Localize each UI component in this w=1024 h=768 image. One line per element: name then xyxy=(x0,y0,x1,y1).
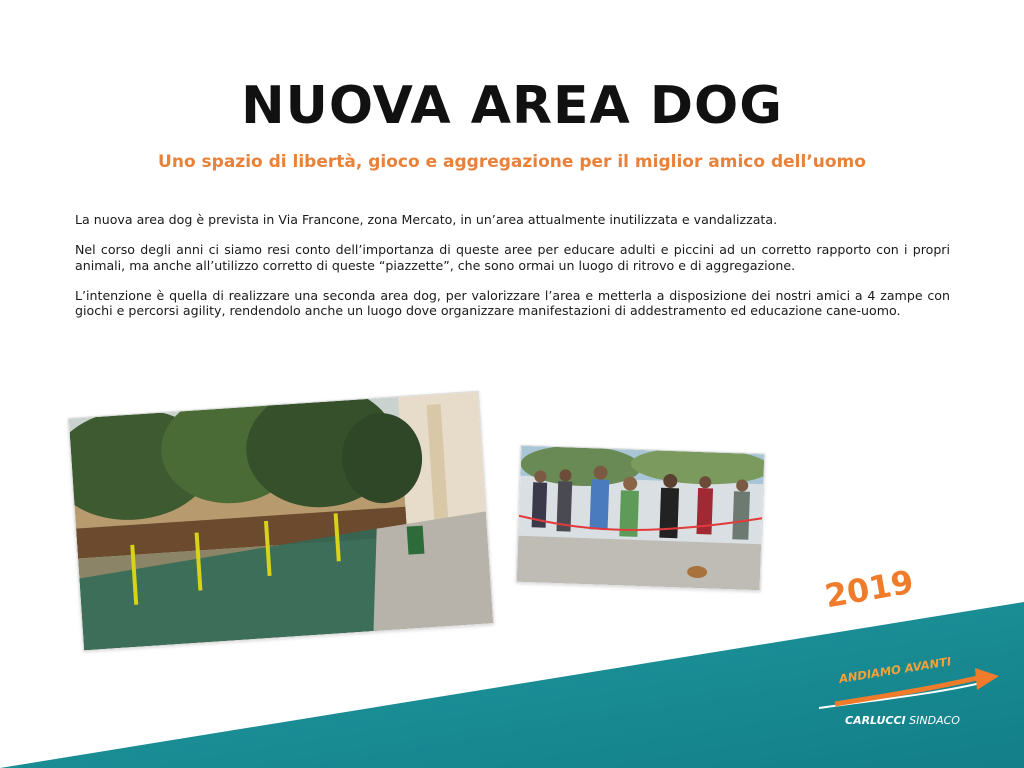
signature xyxy=(845,714,960,727)
page-title: NUOVA AREA DOG xyxy=(241,76,783,136)
signature-name: CARLUCCI xyxy=(845,714,906,727)
body-text xyxy=(75,212,950,334)
paragraph-1: La nuova area dog è prevista in Via Francone, zona Mercato, in un’area attualmente inutilizzata e vandalizzata. xyxy=(75,212,778,227)
signature-role: SINDACO xyxy=(909,714,960,727)
slogan-text: ANDIAMO AVANTI xyxy=(838,654,953,686)
paragraph-3: L’intenzione è quella di realizzare una seconda area dog, per valorizzare l’area e metterla a disposizione dei nostri amici a 4 zampe con giochi e percorsi agility, rendendolo anche un luogo dove organizzare manifestazioni di addestramento ed educazione cane-uomo. xyxy=(75,288,950,319)
page-subtitle: Uno spazio di libertà, gioco e aggregazione per il miglior amico dell’uomo xyxy=(158,152,866,172)
dog-area-site-photo xyxy=(68,391,495,652)
year-label: 2019 xyxy=(822,562,917,616)
paragraph-2: Nel corso degli anni ci siamo resi conto dell’importanza di queste aree per educare adulti e piccini ad un corretto rapporto con i propri animali, ma anche all’utilizzo corretto di queste “piazzette”, che sono ormai un luogo di ritrovo e di aggregazione. xyxy=(75,242,950,273)
ribbon-cutting-photo xyxy=(516,445,766,591)
